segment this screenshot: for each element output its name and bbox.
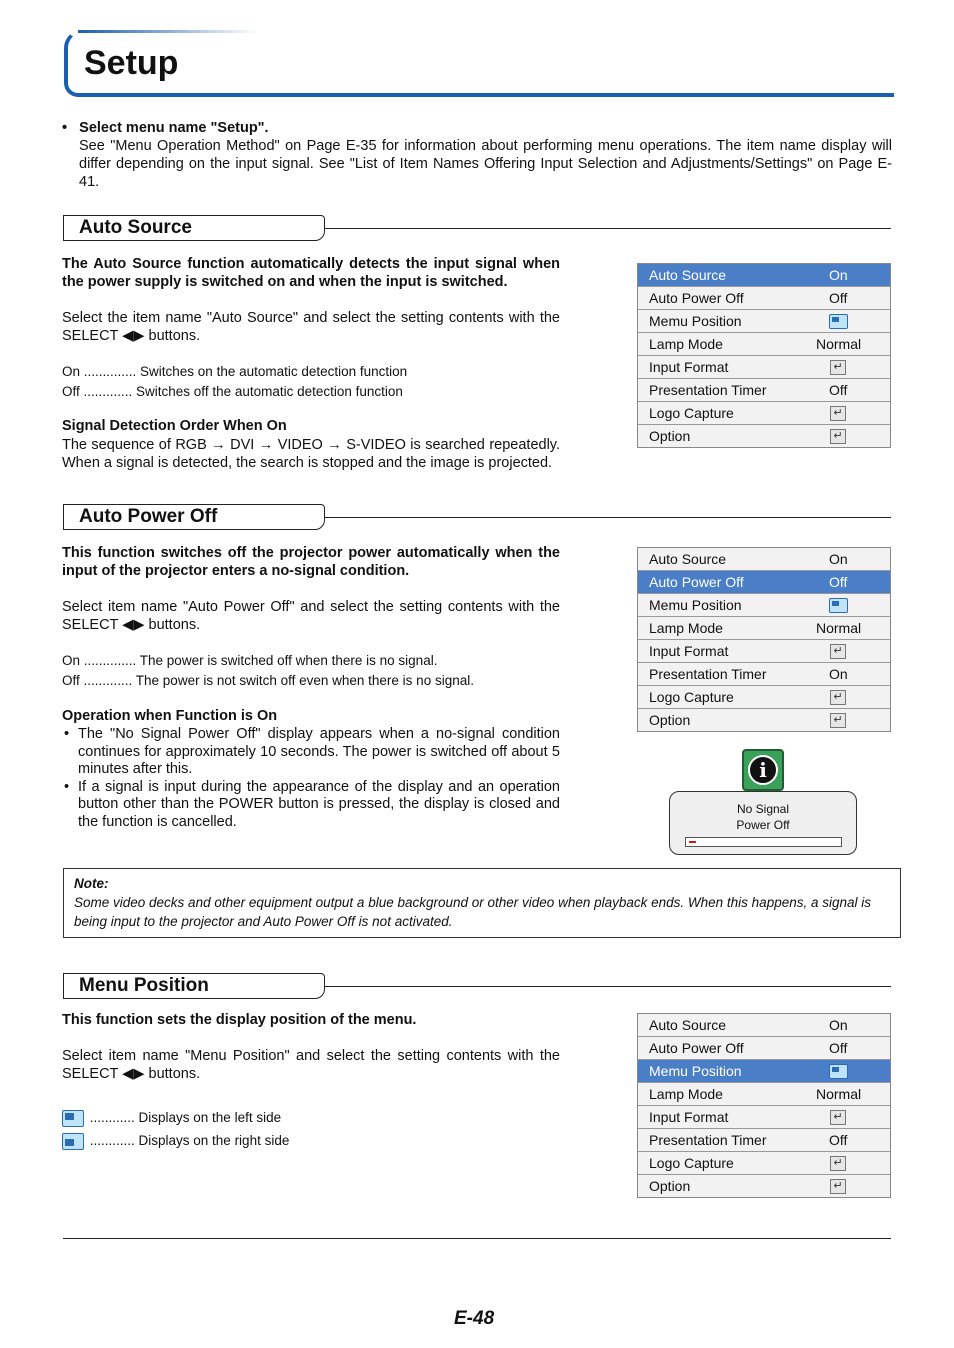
- menu-value: On: [829, 551, 848, 567]
- enter-icon: ↵: [830, 429, 846, 444]
- menu-value: Off: [829, 1132, 848, 1148]
- def-row: [62, 671, 562, 691]
- section-header-auto-power-off: [63, 504, 325, 530]
- auto-source-select: Select the item name "Auto Source" and select the setting contents with the SELECT ◀▶ buttons.: [62, 310, 560, 344]
- menu-label: Input Format: [649, 643, 729, 659]
- menu-row-menu-position[interactable]: [638, 310, 890, 333]
- enter-icon: ↵: [830, 406, 846, 421]
- enter-icon: ↵: [830, 1156, 846, 1171]
- menu-label: Auto Source: [649, 551, 727, 567]
- note-label: Note:: [74, 876, 109, 891]
- menu-row-input-format[interactable]: [638, 640, 890, 663]
- menu-value: On: [829, 1017, 848, 1033]
- menu-row-presentation-timer[interactable]: [638, 379, 890, 402]
- def-desc: The power is switched off when there is no signal.: [136, 653, 438, 668]
- page-number: E-48: [454, 1308, 495, 1329]
- auto-source-defs: [62, 362, 562, 401]
- menu-row-auto-power-off[interactable]: [638, 1037, 890, 1060]
- auto-source-lead: The Auto Source function automatically detects the input signal when the power supply is switched on and when the input is switched.: [62, 256, 560, 290]
- menu-row-menu-position[interactable]: [638, 1060, 890, 1083]
- def-dots: ..............: [80, 653, 137, 668]
- menu-row-input-format[interactable]: [638, 356, 890, 379]
- setup-menu-2: [637, 547, 891, 732]
- def-desc: Displays on the right side: [134, 1133, 290, 1148]
- intro-heading: • Select menu name "Setup".: [62, 120, 269, 136]
- def-term: Off: [62, 672, 80, 688]
- section-rule: [324, 228, 891, 229]
- menu-position-icon: [829, 598, 848, 613]
- menu-label: Memu Position: [649, 313, 742, 329]
- auto-power-off-sub-heading: Operation when Function is On: [62, 708, 278, 724]
- menu-label: Lamp Mode: [649, 620, 723, 636]
- menu-value: Normal: [816, 336, 862, 352]
- menu-label: Auto Power Off: [649, 290, 744, 306]
- menu-value: Off: [829, 574, 848, 590]
- section-rule: [324, 986, 891, 987]
- no-signal-progress-fill: [689, 841, 696, 843]
- menu-label: Auto Source: [649, 267, 727, 283]
- auto-power-off-defs: [62, 651, 562, 690]
- menu-row-auto-power-off[interactable]: [638, 571, 890, 594]
- menu-label: Auto Source: [649, 1017, 727, 1033]
- enter-icon: ↵: [830, 713, 846, 728]
- intro-body: See "Menu Operation Method" on Page E-35 for information about performing menu operations. The item name display will differ depending on the input signal. See "List of Item Names Offering Input Selection and Adjustments/Settings" on Page E-41.: [79, 138, 892, 190]
- auto-power-off-bullets: [62, 726, 560, 831]
- menu-label: Option: [649, 1178, 691, 1194]
- no-signal-display: [669, 791, 857, 855]
- menu-row-auto-source[interactable]: [638, 1014, 890, 1037]
- no-signal-line2: Power Off: [736, 818, 790, 832]
- def-dots: .............: [79, 672, 133, 688]
- note-box: [63, 868, 901, 938]
- def-row: [62, 362, 562, 382]
- menu-row-lamp-mode[interactable]: [638, 333, 890, 356]
- menu-label: Option: [649, 428, 691, 444]
- note-text: Some video decks and other equipment output a blue background or other video when playback ends. When this happens, a signal is being input to the projector and Auto Power Off is not activated.: [74, 895, 872, 929]
- menu-position-icon: [829, 1064, 848, 1079]
- menu-row-lamp-mode[interactable]: [638, 1083, 890, 1106]
- menu-label: Logo Capture: [649, 1155, 734, 1171]
- menu-row-option[interactable]: [638, 709, 890, 731]
- section-title: Menu Position: [79, 975, 209, 996]
- menu-row-auto-power-off[interactable]: [638, 287, 890, 310]
- def-term: On: [62, 653, 81, 668]
- menu-label: Auto Power Off: [649, 1040, 744, 1056]
- info-glyph: i: [748, 755, 778, 785]
- title-frame: [64, 30, 894, 97]
- menu-row-logo-capture[interactable]: [638, 402, 890, 425]
- setup-menu-1: [637, 263, 891, 448]
- menu-position-lead: This function sets the display position of the menu.: [62, 1012, 417, 1028]
- footer-rule: [63, 1238, 891, 1239]
- menu-label: Presentation Timer: [649, 666, 767, 682]
- menu-value: Normal: [816, 620, 862, 636]
- menu-row-presentation-timer[interactable]: [638, 1129, 890, 1152]
- def-desc: Switches off the automatic detection function: [132, 383, 403, 399]
- def-dots: ............: [86, 1133, 135, 1148]
- menu-label: Input Format: [649, 359, 729, 375]
- section-header-menu-position: [63, 973, 325, 999]
- def-dots: .............: [79, 383, 133, 399]
- auto-source-sub-body: The sequence of RGB → DVI → VIDEO → S-VIDEO is searched repeatedly. When a signal is detected, the search is stopped and the image is projected.: [62, 437, 560, 471]
- menu-row-logo-capture[interactable]: [638, 686, 890, 709]
- menu-label: Lamp Mode: [649, 1086, 723, 1102]
- section-title: Auto Source: [79, 217, 192, 238]
- intro: [62, 119, 892, 191]
- menu-position-defs: [62, 1106, 562, 1152]
- def-row: [62, 1106, 562, 1129]
- auto-power-off-lead: This function switches off the projector power automatically when the input of the projector enters a no-signal condition.: [62, 545, 560, 579]
- auto-power-off-select: Select item name "Auto Power Off" and select the setting contents with the SELECT ◀▶ buttons.: [62, 599, 560, 633]
- menu-row-auto-source[interactable]: [638, 548, 890, 571]
- bullet-item: • The "No Signal Power Off" display appears when a no-signal condition continues for approximately 10 seconds. The power is switched off about 5 minutes after this.: [62, 726, 560, 779]
- menu-value: Normal: [816, 1086, 862, 1102]
- no-signal-progress-bar: [685, 837, 842, 847]
- menu-label: Option: [649, 712, 691, 728]
- page-title: Setup: [84, 44, 179, 82]
- enter-icon: ↵: [830, 360, 846, 375]
- menu-label: Logo Capture: [649, 405, 734, 421]
- menu-position-select: Select item name "Menu Position" and select the setting contents with the SELECT ◀▶ buttons.: [62, 1048, 560, 1082]
- menu-row-auto-source[interactable]: [638, 264, 890, 287]
- def-desc: Switches on the automatic detection function: [136, 364, 408, 379]
- menu-value: On: [829, 267, 848, 283]
- enter-icon: ↵: [830, 1110, 846, 1125]
- bullet-item: • If a signal is input during the appearance of the display and an operation button other than the POWER button is pressed, the display is closed and the function is cancelled.: [62, 779, 560, 832]
- def-desc: Displays on the left side: [134, 1110, 282, 1125]
- menu-label: Memu Position: [649, 1063, 742, 1079]
- menu-row-menu-position[interactable]: [638, 594, 890, 617]
- def-dots: ..............: [80, 364, 137, 379]
- menu-value: Off: [829, 290, 848, 306]
- menu-label: Logo Capture: [649, 689, 734, 705]
- section-title: Auto Power Off: [79, 506, 218, 527]
- def-dots: ............: [86, 1110, 135, 1125]
- def-row: [62, 1129, 562, 1152]
- menu-row-logo-capture[interactable]: [638, 1152, 890, 1175]
- menu-label: Presentation Timer: [649, 382, 767, 398]
- menu-value: Off: [829, 382, 848, 398]
- info-icon: [742, 749, 784, 791]
- section-rule: [324, 517, 891, 518]
- def-row: [62, 651, 562, 671]
- menu-row-option[interactable]: [638, 1175, 890, 1197]
- no-signal-line1: No Signal: [736, 802, 790, 816]
- def-row: [62, 382, 562, 402]
- enter-icon: ↵: [830, 690, 846, 705]
- menu-row-input-format[interactable]: [638, 1106, 890, 1129]
- menu-label: Presentation Timer: [649, 1132, 767, 1148]
- enter-icon: ↵: [830, 644, 846, 659]
- menu-left-icon: [62, 1110, 84, 1127]
- menu-value: On: [829, 666, 848, 682]
- def-term: Off: [62, 383, 80, 399]
- section-header-auto-source: [63, 215, 325, 241]
- menu-row-lamp-mode[interactable]: [638, 617, 890, 640]
- menu-right-icon: [62, 1133, 84, 1150]
- enter-icon: ↵: [830, 1179, 846, 1194]
- menu-label: Memu Position: [649, 597, 742, 613]
- menu-row-option[interactable]: [638, 425, 890, 447]
- menu-label: Auto Power Off: [649, 574, 744, 590]
- setup-menu-3: [637, 1013, 891, 1198]
- menu-label: Lamp Mode: [649, 336, 723, 352]
- auto-source-sub-heading: Signal Detection Order When On: [62, 418, 287, 434]
- menu-label: Input Format: [649, 1109, 729, 1125]
- def-desc: The power is not switch off even when there is no signal.: [132, 672, 474, 688]
- menu-value: Off: [829, 1040, 848, 1056]
- def-term: On: [62, 364, 81, 379]
- intro-heading-text: Select menu name "Setup".: [79, 120, 269, 136]
- menu-row-presentation-timer[interactable]: [638, 663, 890, 686]
- menu-position-icon: [829, 314, 848, 329]
